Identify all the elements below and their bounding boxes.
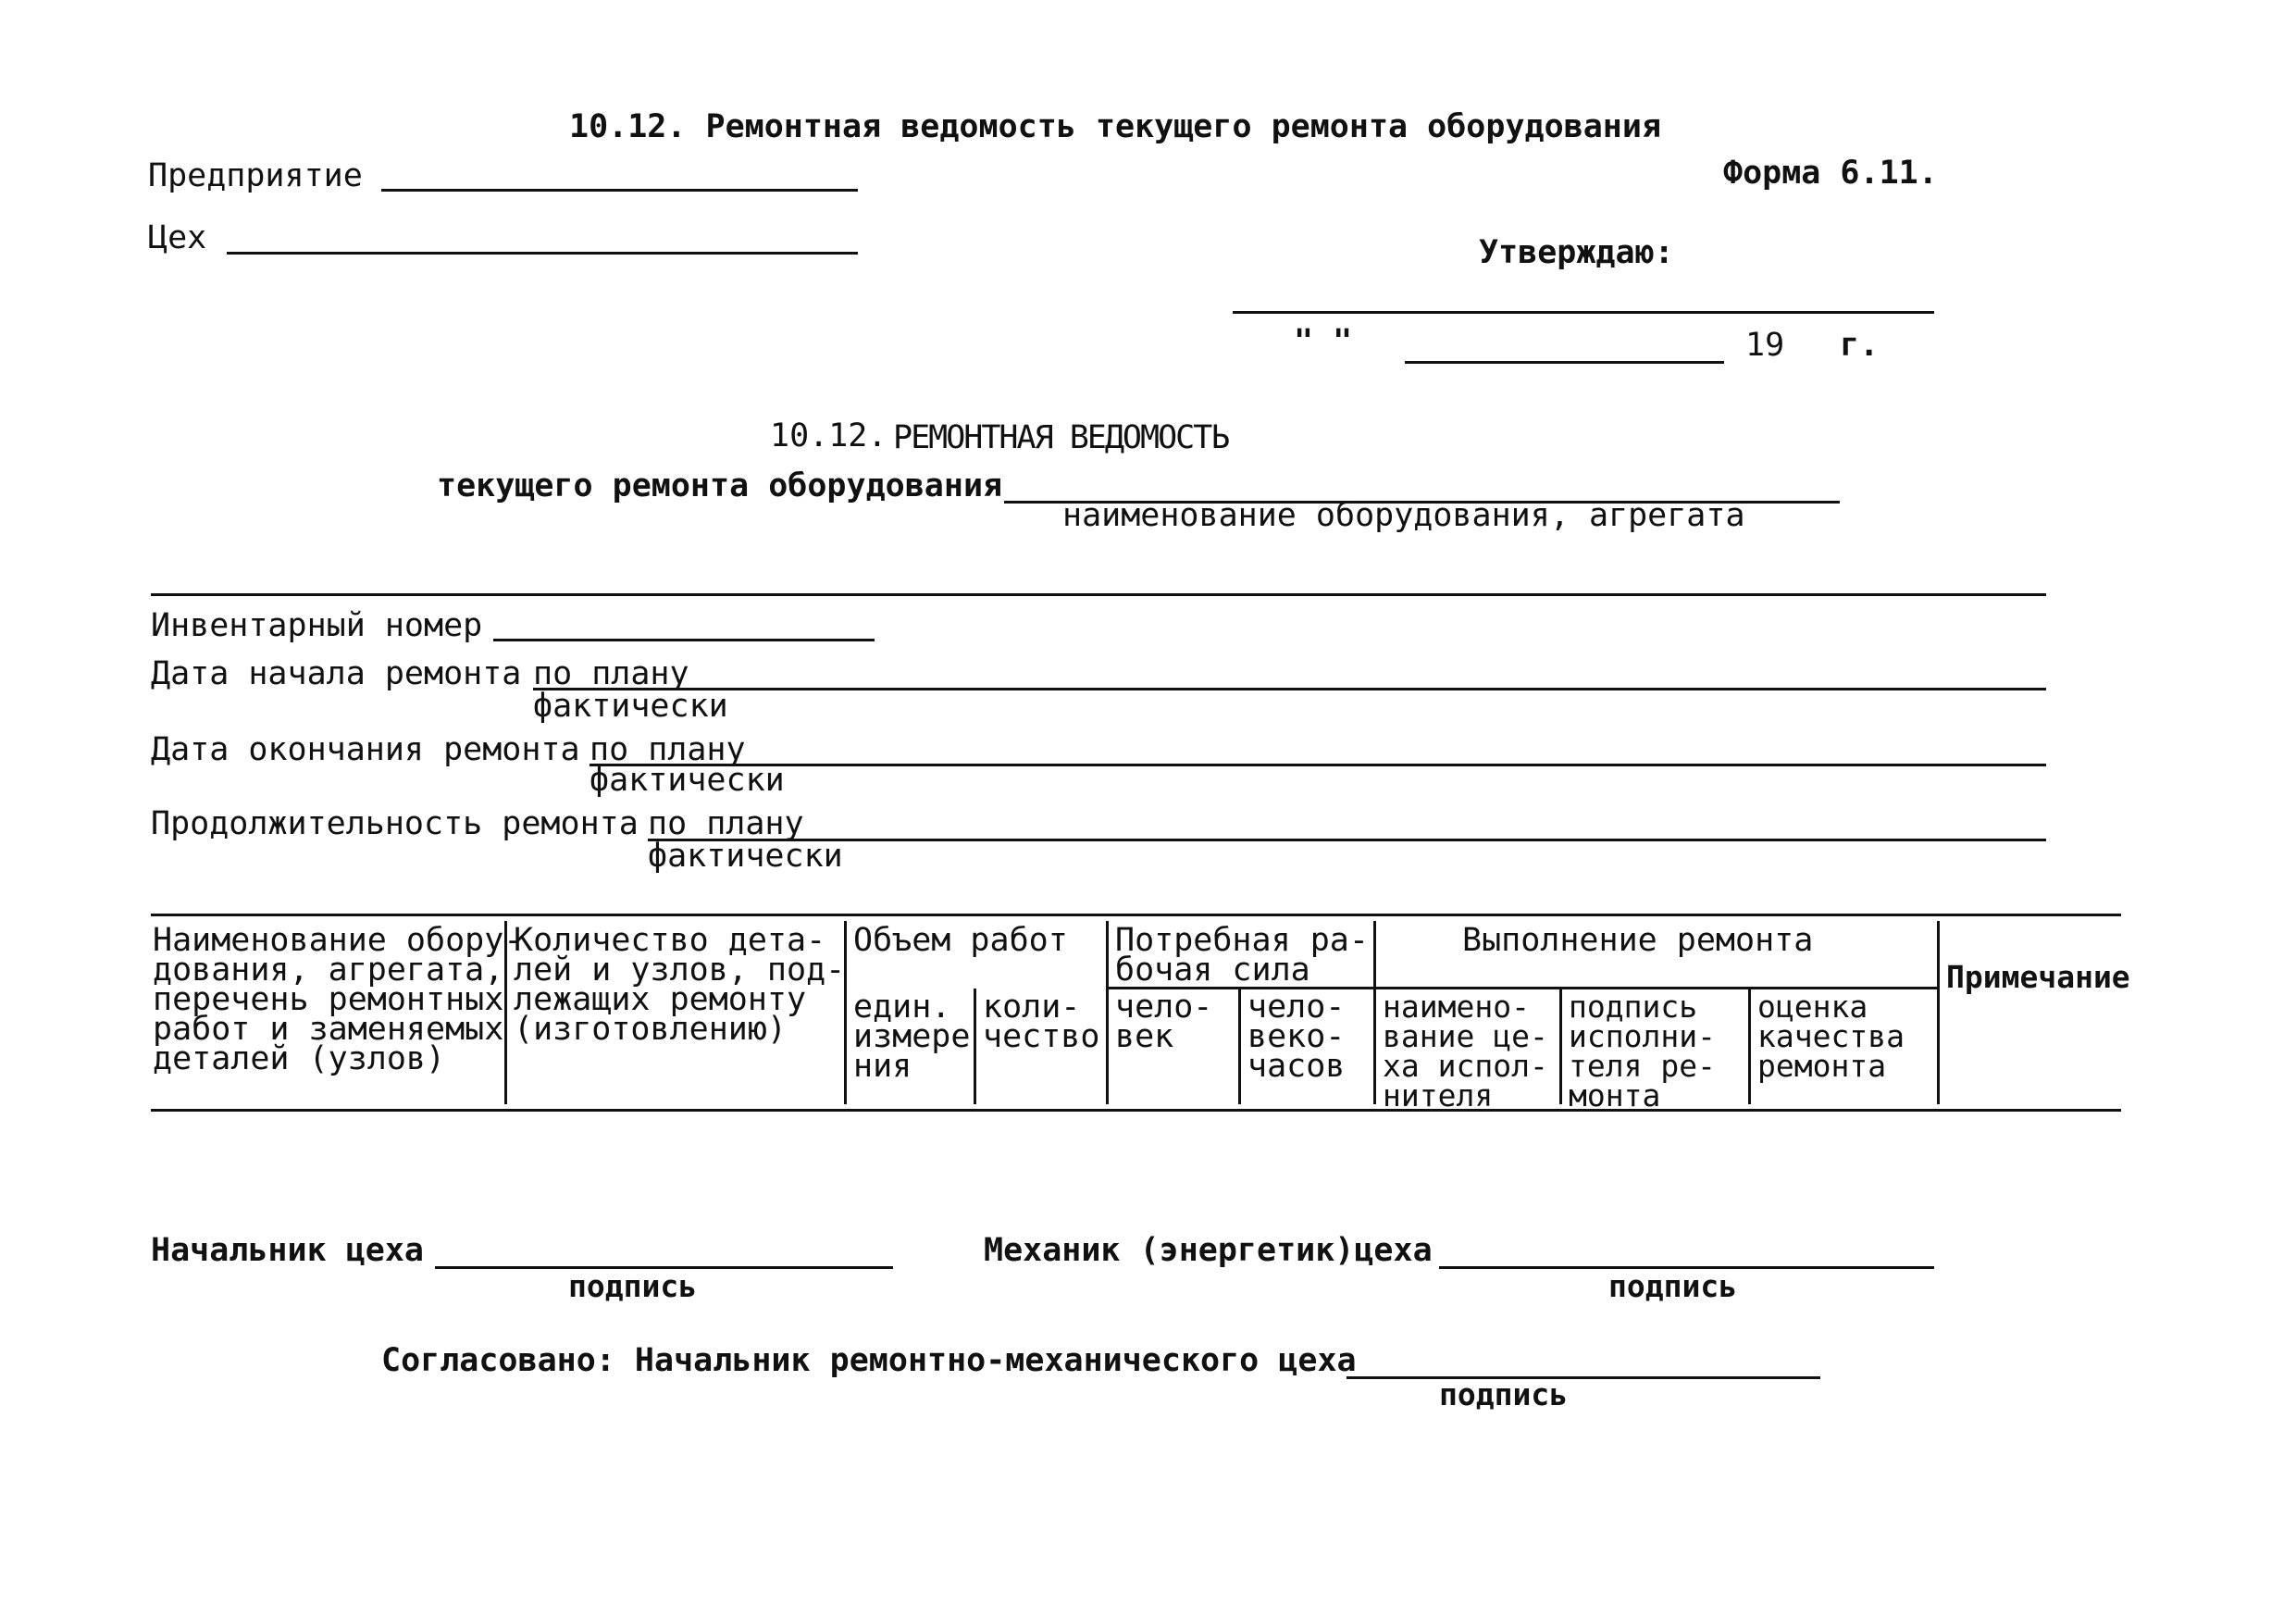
chief-sign-caption: подпись bbox=[568, 1268, 698, 1304]
table-divider bbox=[1106, 921, 1109, 1104]
approve-line bbox=[1233, 311, 1934, 314]
shop-label: Цех bbox=[148, 219, 207, 256]
col-header-quality: оценка качества ремонта bbox=[1757, 989, 1905, 1084]
table-divider bbox=[1748, 989, 1751, 1104]
chief-label: Начальник цеха bbox=[151, 1232, 425, 1269]
date-quotes: " " bbox=[1294, 323, 1353, 360]
shop-line bbox=[227, 252, 858, 255]
separator-line bbox=[151, 593, 2046, 596]
col-header-shop: наимено- вание це- ха испол- нителя bbox=[1383, 989, 1548, 1113]
date-suffix: г. bbox=[1840, 327, 1880, 364]
start-line bbox=[533, 688, 2046, 690]
agreed-sign-caption: подпись bbox=[1439, 1376, 1569, 1412]
group-header-labor: Потребная ра- бочая сила bbox=[1115, 922, 1369, 989]
col-header-qty: коли- чество bbox=[983, 989, 1100, 1055]
start-label: Дата начала ремонта bbox=[151, 655, 522, 692]
enterprise-label: Предприятие bbox=[148, 157, 363, 194]
top-title: 10.12. Ремонтная ведомость текущего ремонта оборудования bbox=[569, 108, 1662, 145]
col-header-people: чело- век bbox=[1115, 989, 1213, 1055]
start-fact: фактически bbox=[533, 688, 728, 725]
duration-line bbox=[648, 839, 2046, 841]
col-header-sign: подпись исполни- теля ре- монта bbox=[1569, 989, 1716, 1113]
end-plan: по плану bbox=[590, 731, 746, 768]
form-label: Форма 6.11. bbox=[1723, 155, 1938, 192]
mechanic-label: Механик (энергетик)цеха bbox=[984, 1232, 1433, 1269]
start-plan: по плану bbox=[533, 655, 689, 692]
end-line bbox=[590, 764, 2046, 766]
end-label: Дата окончания ремонта bbox=[151, 731, 580, 768]
group-header-volume: Объем работ bbox=[853, 922, 1068, 959]
enterprise-line bbox=[381, 189, 858, 192]
col-header-note: Примечание bbox=[1946, 959, 2130, 995]
doc-title-num: 10.12. bbox=[770, 417, 887, 454]
doc-title-text: РЕМОНТНАЯ ВЕДОМОСТЬ bbox=[893, 419, 1229, 456]
date-year: 19 bbox=[1745, 327, 1785, 364]
group-header-exec: Выполнение ремонта bbox=[1462, 922, 1814, 959]
table-divider bbox=[1937, 921, 1940, 1104]
table-divider bbox=[1559, 989, 1562, 1104]
duration-fact: фактически bbox=[648, 838, 843, 875]
date-line bbox=[1405, 361, 1724, 364]
table-bottom-line bbox=[151, 1109, 2121, 1112]
col-header-count: Количество дета- лей и узлов, под- лежащих ремонту (изготовлению) bbox=[514, 922, 846, 1048]
table-divider bbox=[1238, 989, 1241, 1104]
table-divider bbox=[1373, 921, 1376, 1104]
duration-plan: по плану bbox=[648, 805, 804, 842]
table-top-line bbox=[151, 914, 2121, 916]
col-header-hours: чело- веко- часов bbox=[1247, 989, 1346, 1085]
col-header-unit: един. измере ния bbox=[853, 989, 971, 1085]
duration-label: Продолжительность ремонта bbox=[151, 805, 639, 842]
mechanic-sign-caption: подпись bbox=[1608, 1268, 1738, 1304]
approve-label: Утверждаю: bbox=[1479, 234, 1674, 271]
doc-subtitle: текущего ремонта оборудования bbox=[437, 467, 1003, 504]
inventory-label: Инвентарный номер bbox=[151, 607, 483, 644]
col-header-name: Наименование обору- дования, агрегата, перечень ремонтных работ и заменяемых деталей (узлов) bbox=[153, 922, 524, 1077]
agreed-label: Согласовано: Начальник ремонтно-механического цеха bbox=[381, 1342, 1357, 1379]
subtitle-caption: наименование оборудования, агрегата bbox=[1062, 497, 1745, 534]
end-fact: фактически bbox=[590, 762, 785, 799]
agreed-sign-line bbox=[1347, 1376, 1820, 1379]
table-divider bbox=[974, 989, 976, 1104]
inventory-line bbox=[493, 639, 875, 641]
